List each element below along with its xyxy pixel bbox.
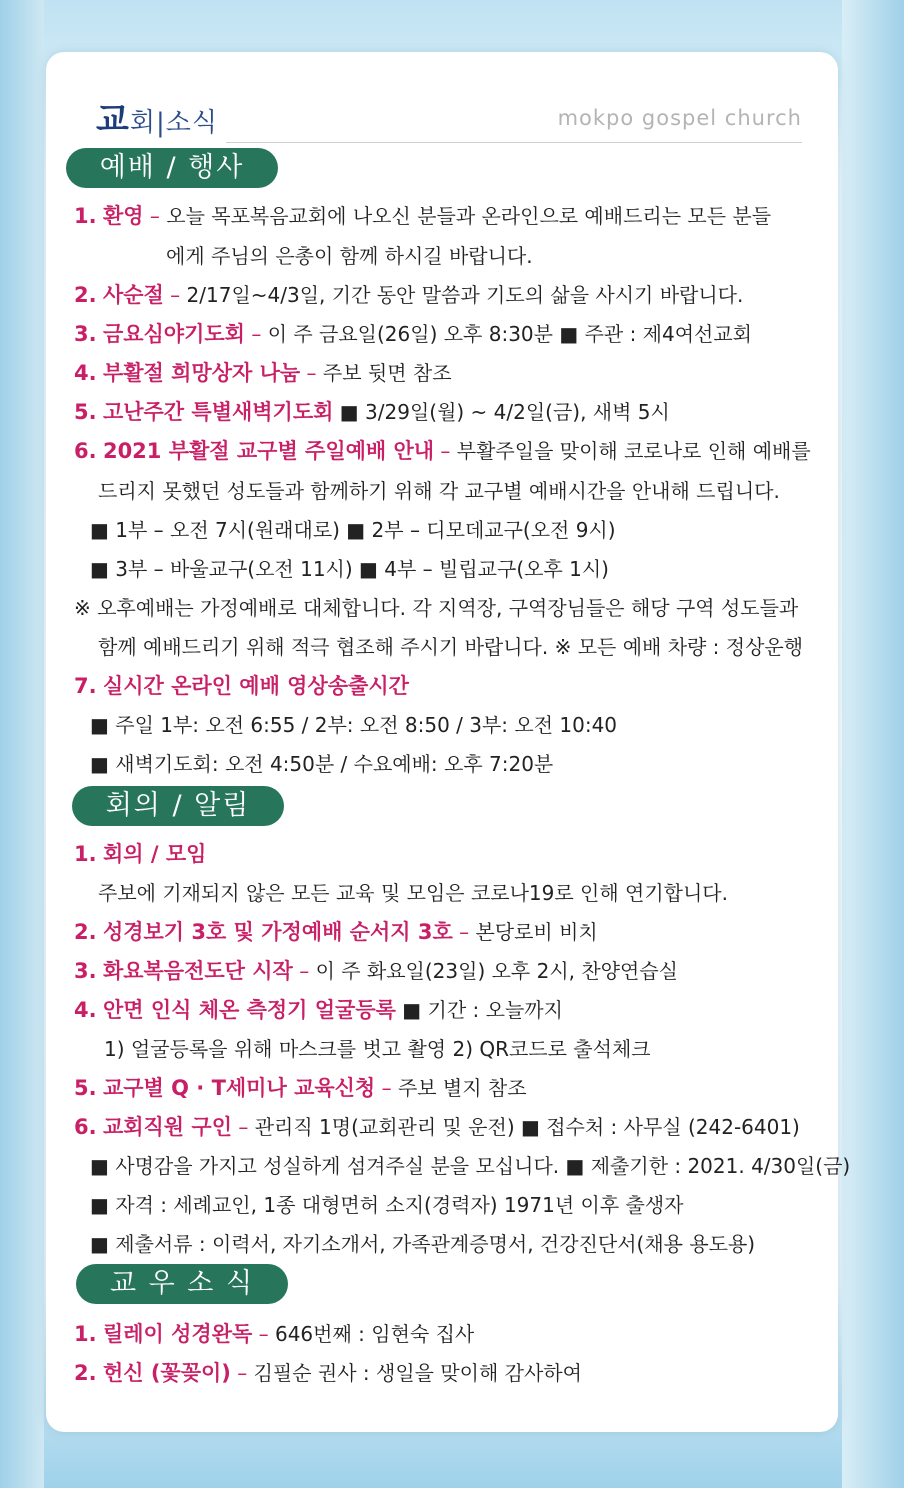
worship-item-2: 2. 사순절 – 2/17일~4/3일, 기간 동안 말씀과 기도의 삶을 사시기 바랍니다. bbox=[74, 283, 744, 307]
worship-item-3: 3. 금요심야기도회 – 이 주 금요일(26일) 오후 8:30분 ■ 주관 : 제4여선교회 bbox=[74, 322, 752, 346]
worship-item-1: 1. 환영 – 오늘 목포복음교회에 나오신 분들과 온라인으로 예배드리는 모든 분들 bbox=[74, 204, 772, 228]
meeting-item-6-bullet-1: ■ 사명감을 가지고 성실하게 섬겨주실 분을 모십니다. ■ 제출기한 : 2021. 4/30일(금) bbox=[90, 1154, 851, 1178]
brand-big: 교 bbox=[96, 100, 130, 140]
members-item-1: 1. 릴레이 성경완독 – 646번째 : 임현숙 집사 bbox=[74, 1322, 475, 1346]
brand-rest: 회|소식 bbox=[129, 108, 218, 138]
worship-item-1-cont: 에게 주님의 은총이 함께 하시길 바랍니다. bbox=[166, 244, 533, 268]
worship-item-6-bullet-1: ■ 1부 – 오전 7시(원래대로) ■ 2부 – 디모데교구(오전 9시) bbox=[90, 518, 616, 542]
worship-item-6: 6. 2021 부활절 교구별 주일예배 안내 – 부활주일을 맞이해 코로나로 인해 예배를 bbox=[74, 439, 811, 463]
worship-item-6-note-1: ※ 오후예배는 가정예배로 대체합니다. 각 지역장, 구역장님들은 해당 구역 성도들과 bbox=[74, 596, 799, 620]
meeting-item-1-cont: 주보에 기재되지 않은 모든 교육 및 모임은 코로나19로 인해 연기합니다. bbox=[98, 881, 728, 905]
worship-item-5: 5. 고난주간 특별새벽기도회 ■ 3/29일(월) ~ 4/2일(금), 새벽 5시 bbox=[74, 400, 670, 424]
worship-item-4: 4. 부활절 희망상자 나눔 – 주보 뒷면 참조 bbox=[74, 361, 452, 385]
worship-item-6-bullet-2: ■ 3부 – 바울교구(오전 11시) ■ 4부 – 빌립교구(오후 1시) bbox=[90, 557, 609, 581]
meeting-item-6-bullet-2: ■ 자격 : 세례교인, 1종 대형면허 소지(경력자) 1971년 이후 출생자 bbox=[90, 1193, 684, 1217]
worship-item-6-cont: 드리지 못했던 성도들과 함께하기 위해 각 교구별 예배시간을 안내해 드립니다. bbox=[98, 479, 780, 503]
worship-item-6-note-2: 함께 예배드리기 위해 적극 협조해 주시기 바랍니다. ※ 모든 예배 차량 : 정상운행 bbox=[98, 635, 804, 659]
worship-item-7-bullet-1: ■ 주일 1부: 오전 6:55 / 2부: 오전 8:50 / 3부: 오전 10:40 bbox=[90, 713, 618, 737]
section-worship: 예배 / 행사 bbox=[66, 148, 278, 188]
brand-title bbox=[96, 92, 218, 141]
members-item-2: 2. 헌신 (꽃꽂이) – 김필순 권사 : 생일을 맞이해 감사하여 bbox=[74, 1361, 582, 1385]
meeting-item-1: 1. 회의 / 모임 bbox=[74, 842, 207, 866]
worship-item-7-bullet-2: ■ 새벽기도회: 오전 4:50분 / 수요예배: 오후 7:20분 bbox=[90, 752, 554, 776]
header-divider bbox=[226, 142, 802, 143]
worship-item-7: 7. 실시간 온라인 예배 영상송출시간 bbox=[74, 674, 409, 698]
meeting-item-5: 5. 교구별 Q · T세미나 교육신청 – 주보 별지 참조 bbox=[74, 1076, 527, 1100]
meeting-item-3: 3. 화요복음전도단 시작 – 이 주 화요일(23일) 오후 2시, 찬양연습실 bbox=[74, 959, 678, 983]
section-meeting: 회의 / 알림 bbox=[72, 786, 284, 826]
meeting-item-6-bullet-3: ■ 제출서류 : 이력서, 자기소개서, 가족관계증명서, 건강진단서(채용 용도용) bbox=[90, 1232, 756, 1256]
right-background-strip bbox=[842, 0, 904, 1488]
meeting-item-4-cont: 1) 얼굴등록을 위해 마스크를 벗고 촬영 2) QR코드로 출석체크 bbox=[104, 1037, 651, 1061]
tagline: mokpo gospel church bbox=[557, 106, 802, 130]
left-background-strip bbox=[0, 0, 44, 1488]
section-members: 교 우 소 식 bbox=[76, 1264, 288, 1304]
meeting-item-6: 6. 교회직원 구인 – 관리직 1명(교회관리 및 운전) ■ 접수처 : 사무실 (242-6401) bbox=[74, 1115, 800, 1139]
meeting-item-4: 4. 안면 인식 체온 측정기 얼굴등록 ■ 기간 : 오늘까지 bbox=[74, 998, 563, 1022]
meeting-item-2: 2. 성경보기 3호 및 가정예배 순서지 3호 – 본당로비 비치 bbox=[74, 920, 598, 944]
header bbox=[96, 92, 802, 146]
bulletin-card bbox=[46, 52, 851, 1432]
